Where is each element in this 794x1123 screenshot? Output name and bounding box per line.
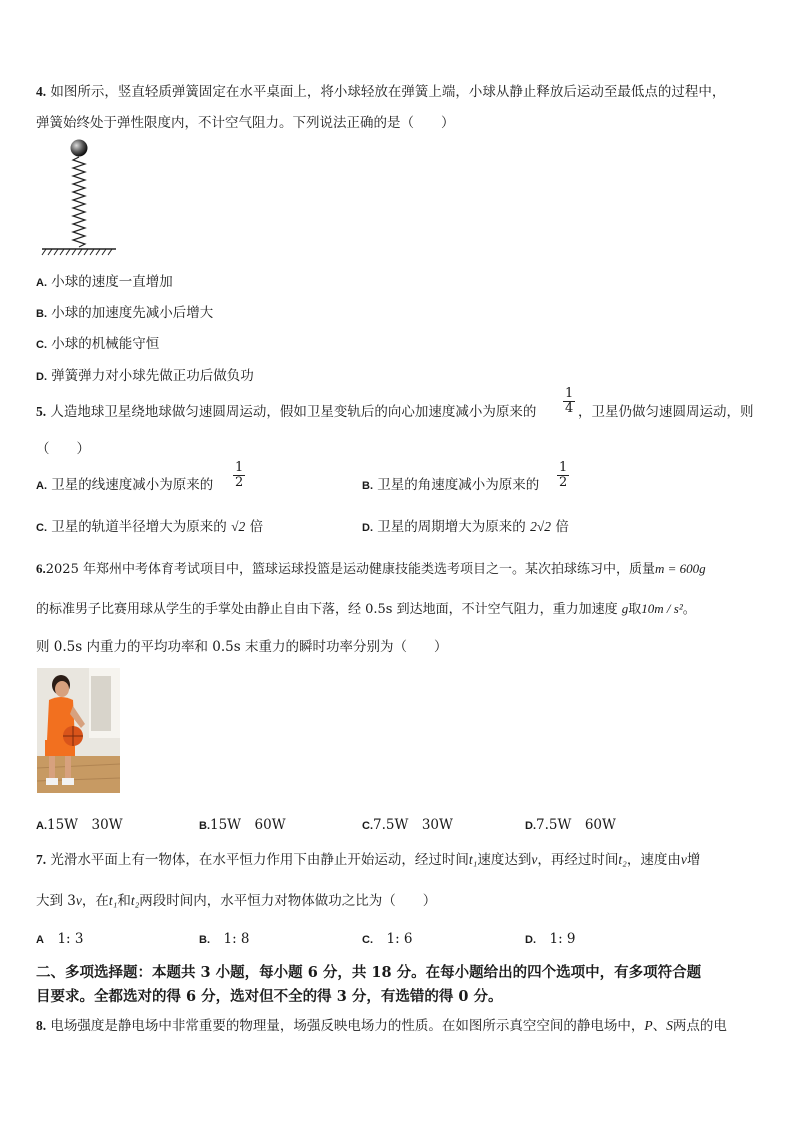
q6-line3: 则 0.5s 内重力的平均功率和 0.5s 末重力的瞬时功率分别为（ ） xyxy=(36,639,448,655)
basketball-player-photo xyxy=(37,668,120,793)
q5-line2: （ ） xyxy=(36,441,90,457)
q7-option-a: A 1: 3 xyxy=(36,931,84,947)
q5-option-c: C. 卫星的轨道半径增大为原来的 √2 倍 xyxy=(36,519,264,535)
q7-line2: 大到 3v，在t₁和t₂两段时间内，水平恒力对物体做功之比为（ ） xyxy=(36,893,437,909)
q5-line1: 5. 人造地球卫星绕地球做匀速圆周运动，假如卫星变轨后的向心加速度减小为原来的 xyxy=(36,404,537,420)
q5-option-a: A. 卫星的线速度减小为原来的 xyxy=(36,477,214,493)
q7-line1: 7. 光滑水平面上有一物体，在水平恒力作用下由静止开始运动，经过时间t₁速度达到v，再经过时间t₂，速度由v增 xyxy=(36,852,701,868)
section2-heading-line2: 目要求。全都选对的得 6 分，选对但不全的得 3 分，有选错的得 0 分。 xyxy=(36,988,503,1005)
q6-option-a: A.15W 30W xyxy=(36,817,123,833)
q4-number: 4. xyxy=(36,84,47,99)
q5-option-b-fraction: $\frac{1}{2}$ xyxy=(559,460,568,490)
q6-line1: 6.2025 年郑州中考体育考试项目中，篮球运球投篮是运动健康技能类选考项目之一。某次拍球练习中，质量m = 600g xyxy=(36,561,706,577)
q7-option-d: D. 1: 9 xyxy=(525,931,576,947)
ball-icon xyxy=(71,140,88,157)
q7-option-c: C. 1: 6 xyxy=(362,931,413,947)
q4-option-d: D. 弹簧弹力对小球先做正功后做负功 xyxy=(36,368,254,384)
q5-option-a-fraction: $\frac{1}{2}$ xyxy=(235,460,244,490)
q6-option-d: D.7.5W 60W xyxy=(525,817,616,833)
q4-line1: 4. 如图所示，竖直轻质弹簧固定在水平桌面上，将小球轻放在弹簧上端，小球从静止释放后运动至最低点的过程中， xyxy=(36,84,726,100)
q4-option-b: B. 小球的加速度先减小后增大 xyxy=(36,305,214,321)
q5-option-b: B. 卫星的角速度减小为原来的 xyxy=(362,477,540,493)
spring-icon xyxy=(73,157,85,247)
q8-line1: 8. 电场强度是静电场中非常重要的物理量，场强反映电场力的性质。在如图所示真空空间的静电场中，P、S两点的电 xyxy=(36,1018,727,1034)
q5-fraction: $\frac{1}{4}$ xyxy=(565,386,574,416)
q6-option-c: C.7.5W 30W xyxy=(362,817,453,833)
q4-option-c: C. 小球的机械能守恒 xyxy=(36,336,160,352)
hatching xyxy=(42,249,112,255)
q5-line1-tail: ，卫星仍做匀速圆周运动，则 xyxy=(578,404,754,420)
q4-option-a: A. 小球的速度一直增加 xyxy=(36,274,173,290)
q6-option-b: B.15W 60W xyxy=(199,817,286,833)
q7-option-b: B. 1: 8 xyxy=(199,931,250,947)
spring-ball-figure xyxy=(40,137,120,259)
q4-line2: 弹簧始终处于弹性限度内，不计空气阻力。下列说法正确的是（ ） xyxy=(36,115,455,131)
q5-option-d: D. 卫星的周期增大为原来的 2√2 倍 xyxy=(362,519,569,535)
section2-heading-line1: 二、多项选择题：本题共 3 小题，每小题 6 分，共 18 分。在每小题给出的四个选项中，有多项符合题 xyxy=(36,964,702,981)
q6-line2: 的标准男子比赛用球从学生的手掌处由静止自由下落，经 0.5s 到达地面，不计空气阻力，重力加速度 g取10m / s²。 xyxy=(36,601,696,617)
